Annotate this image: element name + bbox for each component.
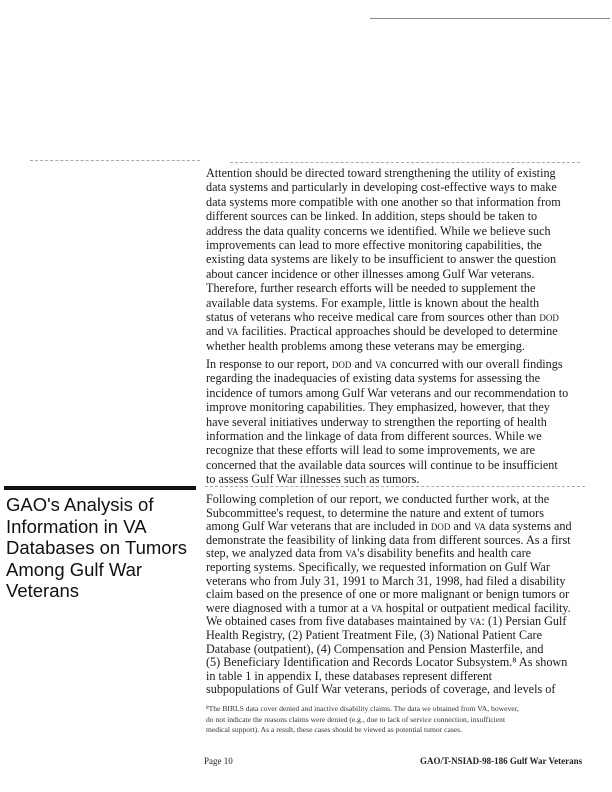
- text-line: medical support). As a result, these cases should be viewed as potential tumor cases.: [206, 725, 463, 734]
- text-line: address the data quality concerns we identified. While we believe such: [206, 223, 551, 238]
- text-line: concerned that the available data sources will continue to be insufficient: [206, 457, 558, 472]
- text-line: data systems and particularly in developing cost-effective ways to make: [206, 180, 557, 195]
- text-line: ⁸The BIRLS data cover denied and inactive disability claims. The data we obtained from VA, however,: [206, 704, 519, 713]
- agency-abbreviation: va: [370, 600, 383, 615]
- text-line: We obtained cases from five databases maintained by va: (1) Persian Gulf: [206, 614, 567, 629]
- text-line: to assess Gulf War illnesses such as tumors.: [206, 472, 420, 487]
- text-line: do not indicate the reasons claims were denied (e.g., due to lack of service connection, insufficient: [206, 714, 506, 724]
- text-line: Attention should be directed toward strengthening the utility of existing: [206, 166, 556, 180]
- report-number: GAO/T-NSIAD-98-186 Gulf War Veterans: [420, 756, 583, 766]
- agency-abbreviation: dod: [539, 310, 559, 325]
- agency-abbreviation: va: [226, 324, 239, 339]
- text-line: incidence of tumors among Gulf War veterans and our recommendation to: [206, 385, 569, 400]
- text-line: were diagnosed with a tumor at a va hospital or outpatient medical facility.: [206, 600, 571, 615]
- scan-artifact-line: [30, 160, 200, 161]
- text-line: data systems more compatible with one another so that information from: [206, 194, 561, 209]
- text-line: veterans who from July 31, 1991 to March 31, 1998, had filed a disability: [206, 573, 566, 588]
- text-line: claim based on the presence of one or more malignant or benign tumors or: [206, 587, 570, 602]
- text-line: (5) Beneficiary Identification and Records Locator Subsystem.⁸ As shown: [206, 655, 568, 670]
- agency-abbreviation: va: [345, 546, 358, 561]
- text-line: recognize that these efforts will lead to some improvements, we are: [206, 443, 536, 458]
- text-line: subpopulations of Gulf War veterans, periods of coverage, and levels of: [206, 682, 556, 697]
- body-paragraph-gao-analysis: [206, 493, 586, 697]
- text-line: regarding the inadequacies of existing data systems for assessing the: [206, 371, 541, 386]
- text-line: Therefore, further research efforts will be needed to supplement the: [206, 281, 536, 296]
- text-line: GAO's Analysis of: [6, 494, 154, 515]
- page-number: Page 10: [204, 756, 233, 766]
- text-line: Among Gulf War: [6, 558, 143, 580]
- text-line: Databases on Tumors: [6, 537, 187, 558]
- text-line: Following completion of our report, we conducted further work, at the: [206, 492, 550, 506]
- agency-abbreviation: va: [474, 519, 486, 534]
- agency-abbreviation: dod: [430, 519, 451, 534]
- text-line: step, we analyzed data from va's disability benefits and health care: [206, 546, 532, 561]
- text-line: and va facilities. Practical approaches should be developed to determine: [206, 324, 558, 339]
- text-line: existing data systems are likely to be insufficient to answer the question: [206, 252, 557, 267]
- body-paragraph-recommendation: [206, 166, 586, 353]
- text-line: have several initiatives underway to strengthen the reporting of health: [206, 414, 547, 429]
- heading-rule: [4, 486, 196, 490]
- footnote: [206, 704, 596, 736]
- text-line: improve monitoring capabilities. They emphasized, however, that they: [206, 400, 550, 415]
- agency-abbreviation: va: [469, 614, 482, 629]
- text-line: available data systems. For example, little is known about the health: [206, 295, 540, 310]
- text-line: Health Registry, (2) Patient Treatment File, (3) National Patient Care: [206, 627, 542, 642]
- text-line: Veterans: [6, 580, 80, 601]
- text-line: Database (outpatient), (4) Compensation and Pension Masterfile, and: [206, 641, 544, 656]
- section-heading: [6, 494, 202, 602]
- text-line: information and the linkage of data from different sources. While we: [206, 429, 542, 444]
- agency-abbreviation: dod: [331, 357, 352, 371]
- text-line: different sources can be linked. In addition, steps should be taken to: [206, 209, 538, 224]
- text-line: reporting systems. Specifically, we requested information on Gulf War: [206, 559, 550, 574]
- text-line: in table 1 in appendix I, these databases represent different: [206, 668, 493, 683]
- text-line: about cancer incidence or other illnesses among Gulf War veterans.: [206, 266, 535, 281]
- text-line: improvements can lead to more effective monitoring capabilities, the: [206, 238, 542, 253]
- text-line: status of veterans who receive medical care from sources other than dod: [206, 310, 559, 325]
- body-paragraph-agency-response: [206, 357, 586, 487]
- text-line: among Gulf War veterans that are included in dod and va data systems and: [206, 519, 572, 534]
- text-line: Subcommittee's request, to determine the nature and extent of tumors: [206, 505, 544, 520]
- scan-artifact-line: [230, 162, 580, 163]
- text-line: Information in VA: [6, 515, 147, 537]
- scan-top-line: [370, 18, 610, 19]
- text-line: whether health problems among these veterans may be emerging.: [206, 338, 525, 353]
- text-line: In response to our report, dod and va concurred with our overall findings: [206, 357, 563, 371]
- agency-abbreviation: va: [375, 357, 387, 371]
- text-line: demonstrate the feasibility of linking data from different sources. As a first: [206, 532, 571, 547]
